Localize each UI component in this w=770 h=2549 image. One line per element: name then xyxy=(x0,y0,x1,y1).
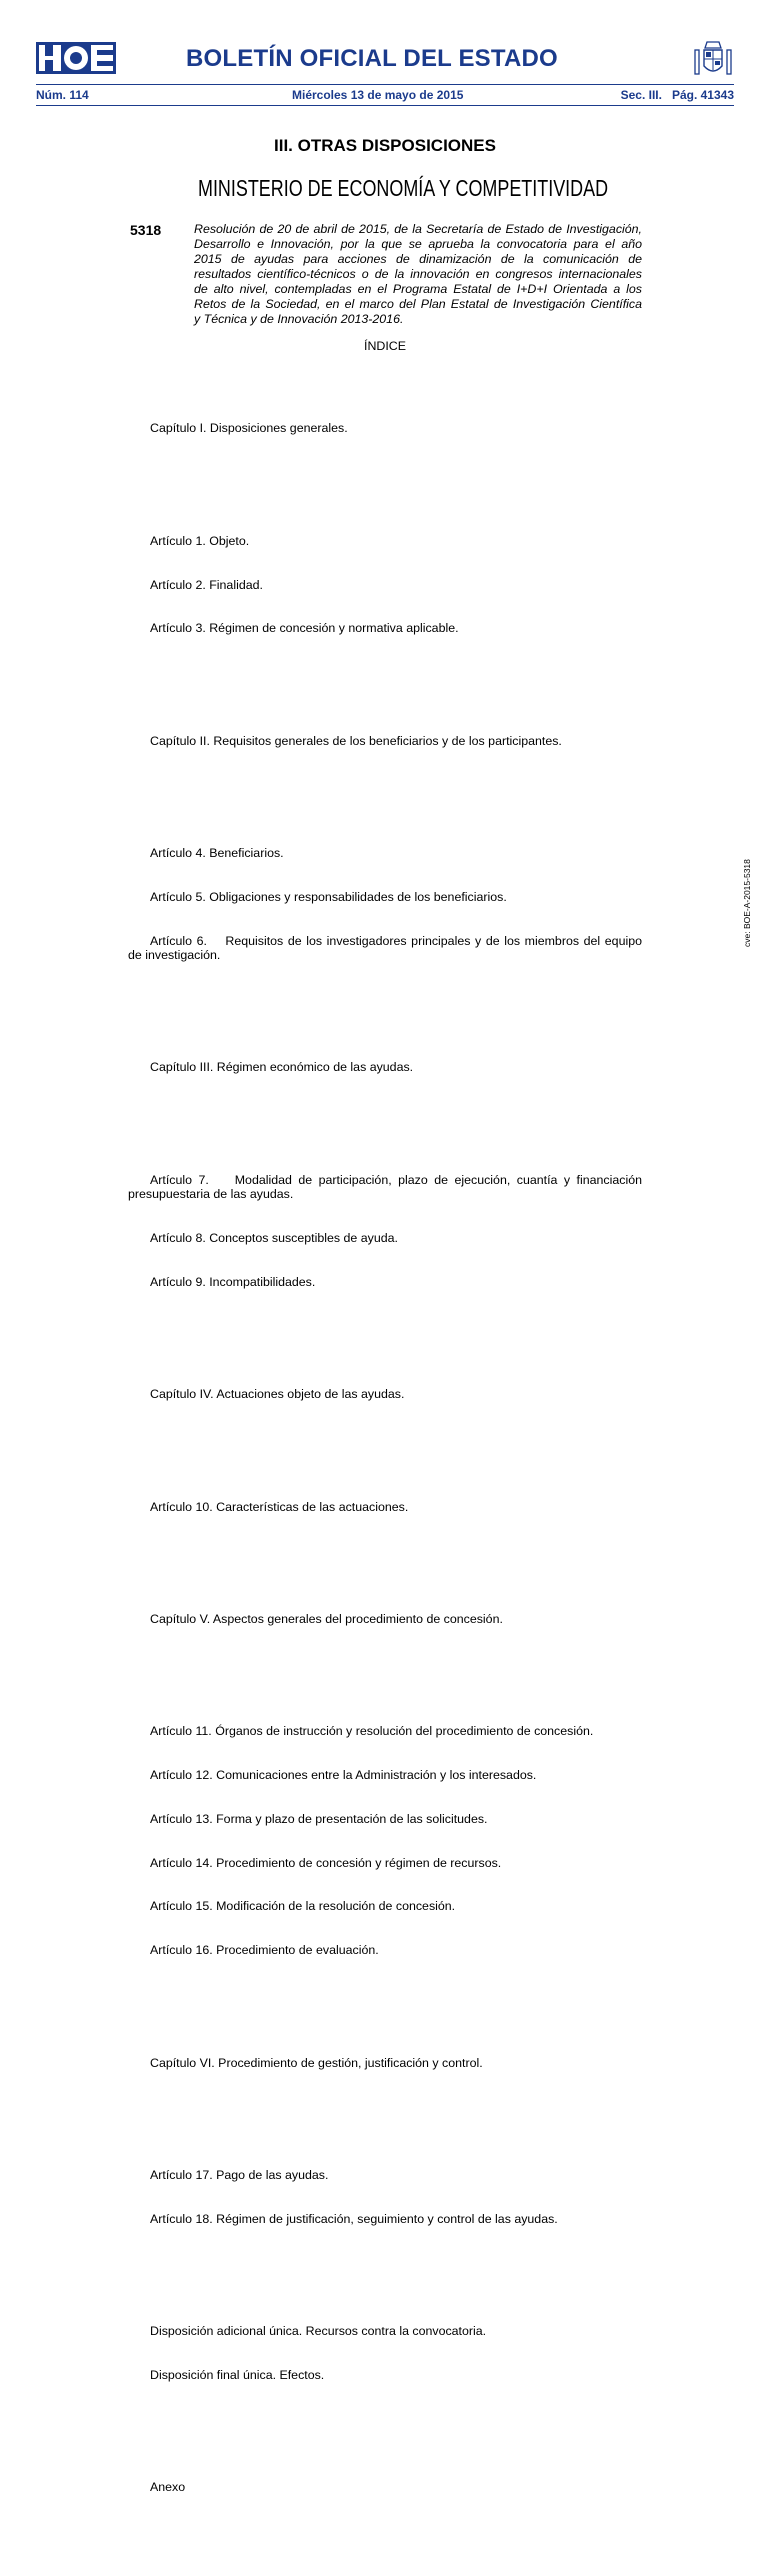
cve-identifier: cve: BOE-A-2015-5318 xyxy=(742,859,752,947)
document-number: 5318 xyxy=(130,222,162,238)
toc-group xyxy=(128,1144,642,1319)
boe-logo xyxy=(36,42,116,74)
toc-article-line: Artículo 6. Requisitos de los investigadores principales y de los miembros del equipo xyxy=(150,933,642,948)
issue-date: Miércoles 13 de mayo de 2015 xyxy=(292,88,464,102)
toc-article: Artículo 3. Régimen de concesión y normativa aplicable. xyxy=(150,621,459,636)
toc-article-line: Artículo 7. Modalidad de participación, plazo de ejecución, cuantía y financiación xyxy=(150,1172,642,1187)
toc-article: Artículo 16. Procedimiento de evaluación. xyxy=(150,1943,379,1958)
toc-article: Artículo 4. Beneficiarios. xyxy=(150,845,284,860)
toc-chapter: Capítulo IV. Actuaciones objeto de las ayudas. xyxy=(150,1387,405,1402)
toc-article: Artículo 13. Forma y plazo de presentación de las solicitudes. xyxy=(150,1811,488,1826)
toc-article: Artículo 8. Conceptos susceptibles de ayuda. xyxy=(150,1231,398,1246)
header-rule-bottom xyxy=(36,105,734,106)
toc-group xyxy=(128,2451,642,2524)
toc-article: Artículo 9. Incompatibilidades. xyxy=(150,1274,316,1289)
resolution-line: Desarrollo e Innovación, por la que se aprueba la convocatoria para el año xyxy=(194,237,642,251)
toc-article-wrapped xyxy=(128,934,642,963)
toc-article: Artículo 5. Obligaciones y responsabilidades de los beneficiarios. xyxy=(150,889,507,904)
toc-group xyxy=(128,1470,642,1543)
table-of-contents xyxy=(128,363,642,2549)
toc-group xyxy=(128,2026,642,2099)
toc-article: Artículo 15. Modificación de la resolución de concesión. xyxy=(150,1899,456,1914)
resolution-line: resultados científico-técnicos o de la innovación en congresos internacionales xyxy=(194,267,642,281)
toc-provision: Disposición final única. Efectos. xyxy=(150,2367,325,2382)
ministry-title: MINISTERIO DE ECONOMÍA Y COMPETITIVIDAD xyxy=(198,175,609,201)
toc-group xyxy=(128,2295,642,2412)
section-title: III. OTRAS DISPOSICIONES xyxy=(274,136,496,155)
resolution-summary xyxy=(194,222,642,327)
section-page: Sec. III. Pág. 41343 xyxy=(620,88,734,102)
toc-chapter: Capítulo I. Disposiciones generales. xyxy=(150,421,348,436)
toc-group xyxy=(128,1031,642,1104)
toc-article: Artículo 18. Régimen de justificación, seguimiento y control de las ayudas. xyxy=(150,2211,558,2226)
index-title: ÍNDICE xyxy=(364,339,406,353)
toc-chapter: Capítulo VI. Procedimiento de gestión, justificación y control. xyxy=(150,2055,483,2070)
toc-chapter: Capítulo III. Régimen económico de las ayudas. xyxy=(150,1060,414,1075)
resolution-line: de alto nivel, contempladas en el Programa Estatal de I+D+I Orientada a los xyxy=(194,282,642,296)
toc-group xyxy=(128,817,642,992)
coat-of-arms-icon xyxy=(692,38,734,78)
toc-annex: Anexo xyxy=(150,2480,186,2495)
toc-article-line: de investigación. xyxy=(128,948,221,963)
toc-article-wrapped xyxy=(128,1173,642,1202)
resolution-line: Retos de la Sociedad, en el marco del Plan Estatal de Investigación Científica xyxy=(194,297,642,311)
resolution-line: y Técnica y de Innovación 2013-2016. xyxy=(194,312,404,326)
toc-article: Artículo 12. Comunicaciones entre la Administración y los interesados. xyxy=(150,1768,537,1783)
resolution-line: 2015 de ayudas para acciones de dinamización de la comunicación de xyxy=(194,252,642,266)
toc-group xyxy=(128,392,642,465)
toc-chapter: Capítulo II. Requisitos generales de los beneficiarios y de los participantes. xyxy=(150,733,562,748)
toc-article: Artículo 14. Procedimiento de concesión y régimen de recursos. xyxy=(150,1855,502,1870)
toc-article: Artículo 10. Características de las actuaciones. xyxy=(150,1499,409,1514)
resolution-line: Resolución de 20 de abril de 2015, de la Secretaría de Estado de Investigación, xyxy=(194,222,642,236)
masthead-title: BOLETÍN OFICIAL DEL ESTADO xyxy=(186,45,558,72)
toc-group xyxy=(128,2139,642,2256)
toc-article: Artículo 2. Finalidad. xyxy=(150,577,263,592)
toc-group xyxy=(128,505,642,666)
toc-article: Artículo 11. Órganos de instrucción y resolución del procedimiento de concesión. xyxy=(150,1724,594,1739)
toc-provision: Disposición adicional única. Recursos contra la convocatoria. xyxy=(150,2324,487,2339)
toc-article-line: presupuestaria de las ayudas. xyxy=(128,1187,294,1202)
toc-article: Artículo 17. Pago de las ayudas. xyxy=(150,2167,329,2182)
header-rule-top xyxy=(36,84,734,85)
toc-chapter: Capítulo V. Aspectos generales del procedimiento de concesión. xyxy=(150,1612,503,1626)
toc-group xyxy=(128,704,642,777)
issue-number: Núm. 114 xyxy=(36,88,89,102)
toc-group xyxy=(128,1583,642,1656)
toc-article: Artículo 1. Objeto. xyxy=(150,533,250,548)
toc-group xyxy=(128,1695,642,1987)
toc-group xyxy=(128,1358,642,1431)
